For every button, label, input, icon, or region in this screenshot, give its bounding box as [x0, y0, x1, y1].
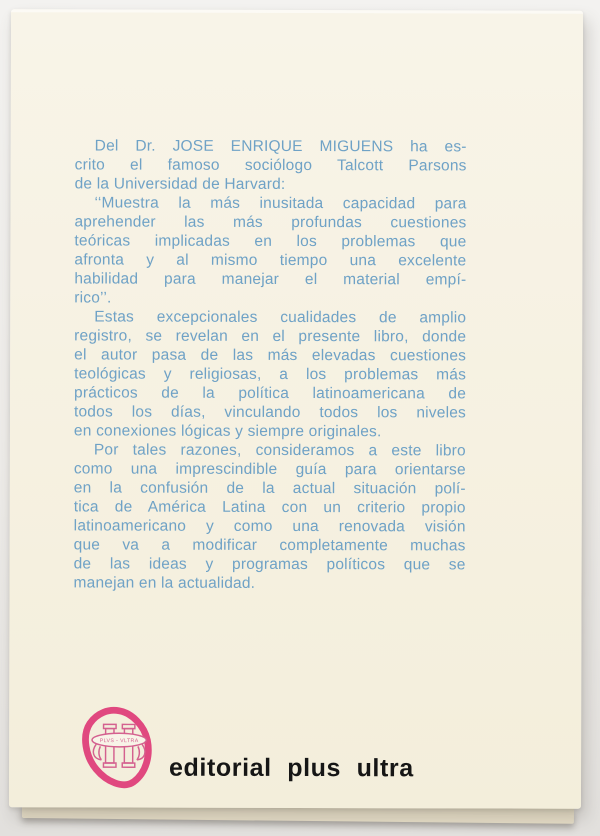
cover-text-line: ‘‘Muestra la más inusitada capacidad para [94, 194, 467, 213]
cover-text-line: de la Universidad de Harvard: [74, 175, 286, 193]
cover-text-line: en conexiones lógicas y siempre originales. [73, 422, 382, 441]
cover-text-line: manejan en la actualidad. [73, 574, 256, 592]
cover-text-line: latinoamericano y como una renovada visión [73, 517, 466, 536]
cover-text-line: prácticos de la política latinoamericana de [74, 384, 467, 403]
cover-text-line: Del Dr. JOSE ENRIQUE MIGUENS ha es- [94, 137, 467, 156]
plus-ultra-logo-icon [75, 703, 161, 799]
cover-text-line: rico’’. [74, 289, 112, 307]
cover-text-line: teóricas implicadas en los problemas que [74, 232, 467, 251]
cover-text-line: tica de América Latina con un criterio propio [73, 498, 466, 517]
cover-text-line: afronta y al mismo tiempo una excelente [74, 251, 467, 270]
logo-ribbon-tail-left [93, 744, 101, 760]
cover-text-line: en la confusión de la actual situación polí- [73, 479, 466, 498]
logo-ribbon-tail-right [137, 744, 145, 760]
book-back-cover [9, 9, 583, 808]
cover-text-line: el autor pasa de las más elevadas cuestiones [74, 346, 467, 365]
cover-text-line: Estas excepcionales cualidades de amplio [94, 308, 467, 327]
publisher-name: editorial plus ultra [169, 753, 414, 783]
cover-text-line: registro, se revelan en el presente libro, donde [74, 327, 467, 346]
cover-text-line: teológicas y religiosas, a los problemas más [74, 365, 467, 384]
cover-text-line: crito el famoso sociólogo Talcott Parsons [74, 156, 467, 175]
cover-text-line: que va a modificar completamente muchas [73, 536, 466, 555]
logo-banner-text: PLVS - VLTRA [99, 738, 139, 745]
cover-text-line: todos los días, vinculando todos los niveles [73, 403, 467, 422]
cover-text [74, 136, 467, 593]
cover-text-line: como una imprescindible guía para orientarse [73, 460, 466, 479]
cover-text-line: habilidad para manejar el material empí- [74, 270, 467, 289]
cover-text-line: aprehender las más profundas cuestiones [74, 213, 467, 232]
cover-text-line: Por tales razones, consideramos a este libro [93, 441, 466, 460]
cover-text-line: de las ideas y programas políticos que se [73, 555, 466, 574]
